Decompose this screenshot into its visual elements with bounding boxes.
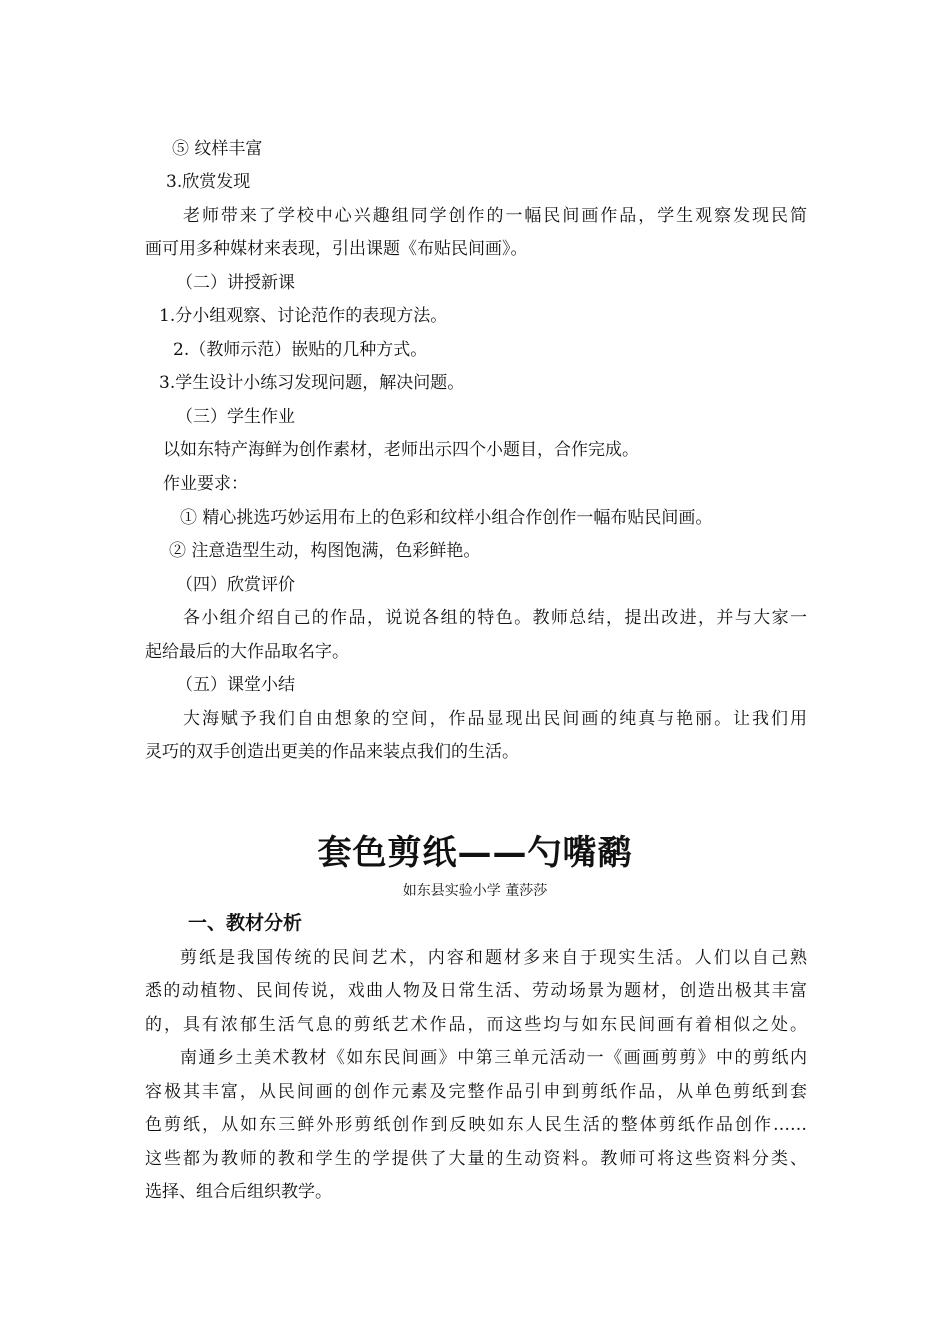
section-heading: 一、教材分析 bbox=[188, 912, 303, 934]
paragraph-line: 各小组介绍自己的作品，说说各组的特色。教师总结，提出改进，并与大家一 bbox=[183, 608, 807, 628]
article-title: 套色剪纸——勺嘴鹬 bbox=[317, 833, 633, 873]
paragraph-line: 老师带来了学校中心兴趣组同学创作的一幅民间画作品，学生观察发现民简 bbox=[183, 206, 807, 226]
list-item: ① 精心挑选巧妙运用布上的色彩和纹样小组合作创作一幅布贴民间画。 bbox=[180, 508, 713, 528]
section-heading: （二）讲授新课 bbox=[176, 273, 295, 293]
paragraph-line: 容极其丰富，从民间画的创作元素及完整作品引申到剪纸作品，从单色剪纸到套 bbox=[145, 1082, 807, 1102]
list-item: 3.学生设计小练习发现问题，解决问题。 bbox=[159, 373, 465, 393]
list-item: 1.分小组观察、讨论范作的表现方法。 bbox=[159, 306, 448, 326]
paragraph-line: 画可用多种媒材来表现，引出课题《布贴民间画》。 bbox=[145, 239, 528, 259]
paragraph-line: 的，具有浓郁生活气息的剪纸艺术作品，而这些均与如东民间画有着相似之处。 bbox=[145, 1015, 807, 1035]
list-item: ⑤ 纹样丰富 bbox=[172, 139, 263, 159]
paragraph-line: 南通乡土美术教材《如东民间画》中第三单元活动一《画画剪剪》中的剪纸内 bbox=[180, 1048, 807, 1068]
paragraph-line: 大海赋予我们自由想象的空间，作品显现出民间画的纯真与艳丽。让我们用 bbox=[183, 709, 807, 729]
paragraph-line: 剪纸是我国传统的民间艺术，内容和题材多来自于现实生活。人们以自己熟 bbox=[180, 948, 807, 968]
paragraph-line: 色剪纸，从如东三鲜外形剪纸创作到反映如东人民生活的整体剪纸作品创作…… bbox=[145, 1115, 807, 1135]
list-item: ② 注意造型生动，构图饱满，色彩鲜艳。 bbox=[169, 541, 481, 561]
article-author: 如东县实验小学 董莎莎 bbox=[402, 883, 548, 899]
paragraph-line: 悉的动植物、民间传说，戏曲人物及日常生活、劳动场景为题材，创造出极其丰富 bbox=[145, 981, 807, 1001]
section-heading: （五）课堂小结 bbox=[176, 675, 295, 695]
section-heading: （三）学生作业 bbox=[176, 407, 295, 427]
paragraph-line: 选择、组合后组织教学。 bbox=[145, 1182, 332, 1202]
paragraph-line: 起给最后的大作品取名字。 bbox=[145, 642, 349, 662]
paragraph-line: 作业要求： bbox=[163, 474, 248, 494]
subsection-heading: 3.欣赏发现 bbox=[166, 172, 251, 192]
paragraph-line: 这些都为教师的教和学生的学提供了大量的生动资料。教师可将这些资料分类、 bbox=[145, 1149, 807, 1169]
list-item: 2.（教师示范）嵌贴的几种方式。 bbox=[173, 340, 428, 360]
paragraph-line: 以如东特产海鲜为创作素材，老师出示四个小题目，合作完成。 bbox=[163, 440, 639, 460]
section-heading: （四）欣赏评价 bbox=[176, 575, 295, 595]
paragraph-line: 灵巧的双手创造出更美的作品来装点我们的生活。 bbox=[145, 742, 519, 762]
